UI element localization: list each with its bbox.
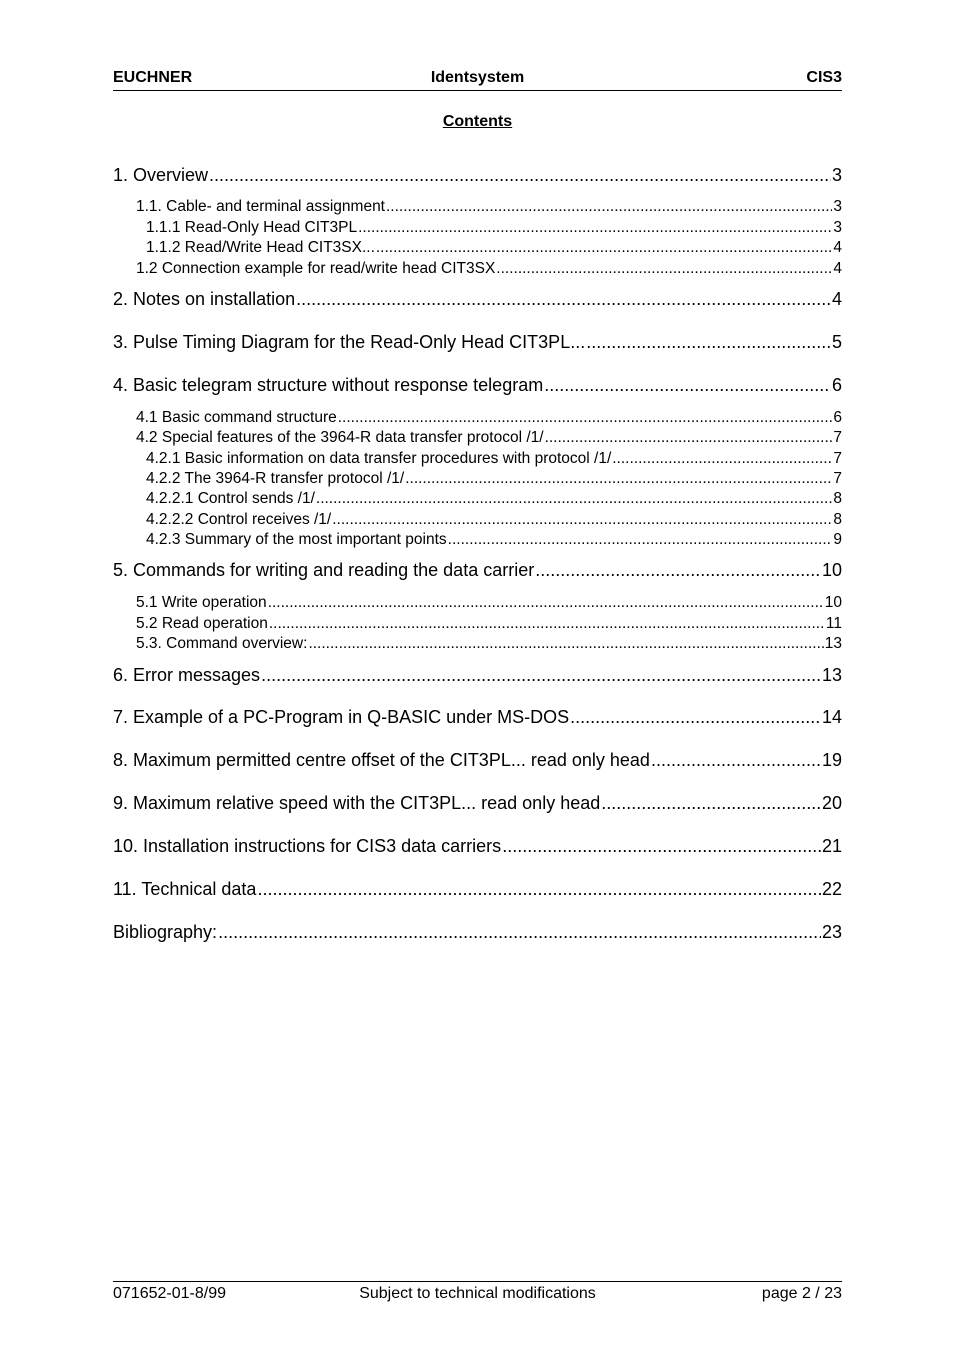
toc-entry[interactable]: 5. Commands for writing and reading the data carrier ..... 10 — [113, 560, 842, 581]
toc-entry[interactable]: 1.2 Connection example for read/write head CIT3SX ..... 4 — [136, 260, 842, 278]
toc-entry[interactable]: 9. Maximum relative speed with the CIT3PL... read only head ..... 20 — [113, 793, 842, 814]
page-footer — [113, 1281, 842, 1308]
toc-entry[interactable]: Bibliography: ..... 23 — [113, 922, 842, 943]
toc-entry[interactable]: 11. Technical data ..... 22 — [113, 879, 842, 900]
toc-entry[interactable]: 8. Maximum permitted centre offset of the CIT3PL... read only head ..... 19 — [113, 750, 842, 771]
toc-entry[interactable]: 4.2.2 The 3964-R transfer protocol /1/ ..... 7 — [146, 470, 842, 488]
toc-entry[interactable]: 4.2.1 Basic information on data transfer procedures with protocol /1/ ..... 7 — [146, 450, 842, 468]
contents-heading: Contents — [442, 113, 513, 130]
toc-entry[interactable]: 1.1. Cable- and terminal assignment ..... 3 — [136, 198, 842, 216]
header-model: CIS3 — [806, 69, 842, 86]
toc-entry[interactable]: 2. Notes on installation ..... 4 — [113, 289, 842, 310]
toc-entry[interactable]: 5.3. Command overview: ..... 13 — [136, 635, 842, 653]
toc-entry[interactable]: 1.1.2 Read/Write Head CIT3SX... ..... 4 — [146, 239, 842, 257]
toc-entry[interactable]: 5.1 Write operation ..... 10 — [136, 594, 842, 612]
footer-page-number: page 2 / 23 — [761, 1285, 842, 1302]
toc-entry[interactable]: 1.1.1 Read-Only Head CIT3PL ..... 3 — [146, 219, 842, 237]
toc-entry[interactable]: 4. Basic telegram structure without response telegram ..... 6 — [113, 375, 842, 396]
toc-entry[interactable]: 10. Installation instructions for CIS3 data carriers ..... 21 — [113, 836, 842, 857]
page-header — [113, 68, 842, 91]
footer-disclaimer: Subject to technical modifications — [359, 1285, 596, 1302]
header-company: EUCHNER — [113, 69, 193, 86]
toc-entry[interactable]: 4.2.2.1 Control sends /1/ ..... 8 — [146, 490, 842, 508]
footer-document-number: 071652-01-8/99 — [113, 1285, 226, 1302]
toc-entry[interactable]: 1. Overview ..... 3 — [113, 165, 842, 186]
toc-entry[interactable]: 4.2.2.2 Control receives /1/ ..... 8 — [146, 511, 842, 529]
toc-entry[interactable]: 4.2.3 Summary of the most important points ..... 9 — [146, 531, 842, 549]
toc-entry[interactable]: 5.2 Read operation ..... 11 — [136, 615, 842, 633]
toc-entry[interactable]: 6. Error messages ..... 13 — [113, 665, 842, 686]
toc-entry[interactable]: 4.1 Basic command structure ..... 6 — [136, 409, 842, 427]
toc-entry[interactable]: 7. Example of a PC-Program in Q-BASIC under MS-DOS ..... 14 — [113, 707, 842, 728]
toc-entry[interactable]: 4.2 Special features of the 3964-R data transfer protocol /1/ ..... 7 — [136, 429, 842, 447]
toc-entry[interactable]: 3. Pulse Timing Diagram for the Read-Only Head CIT3PL... ..... 5 — [113, 332, 842, 353]
header-product: Identsystem — [430, 69, 525, 86]
